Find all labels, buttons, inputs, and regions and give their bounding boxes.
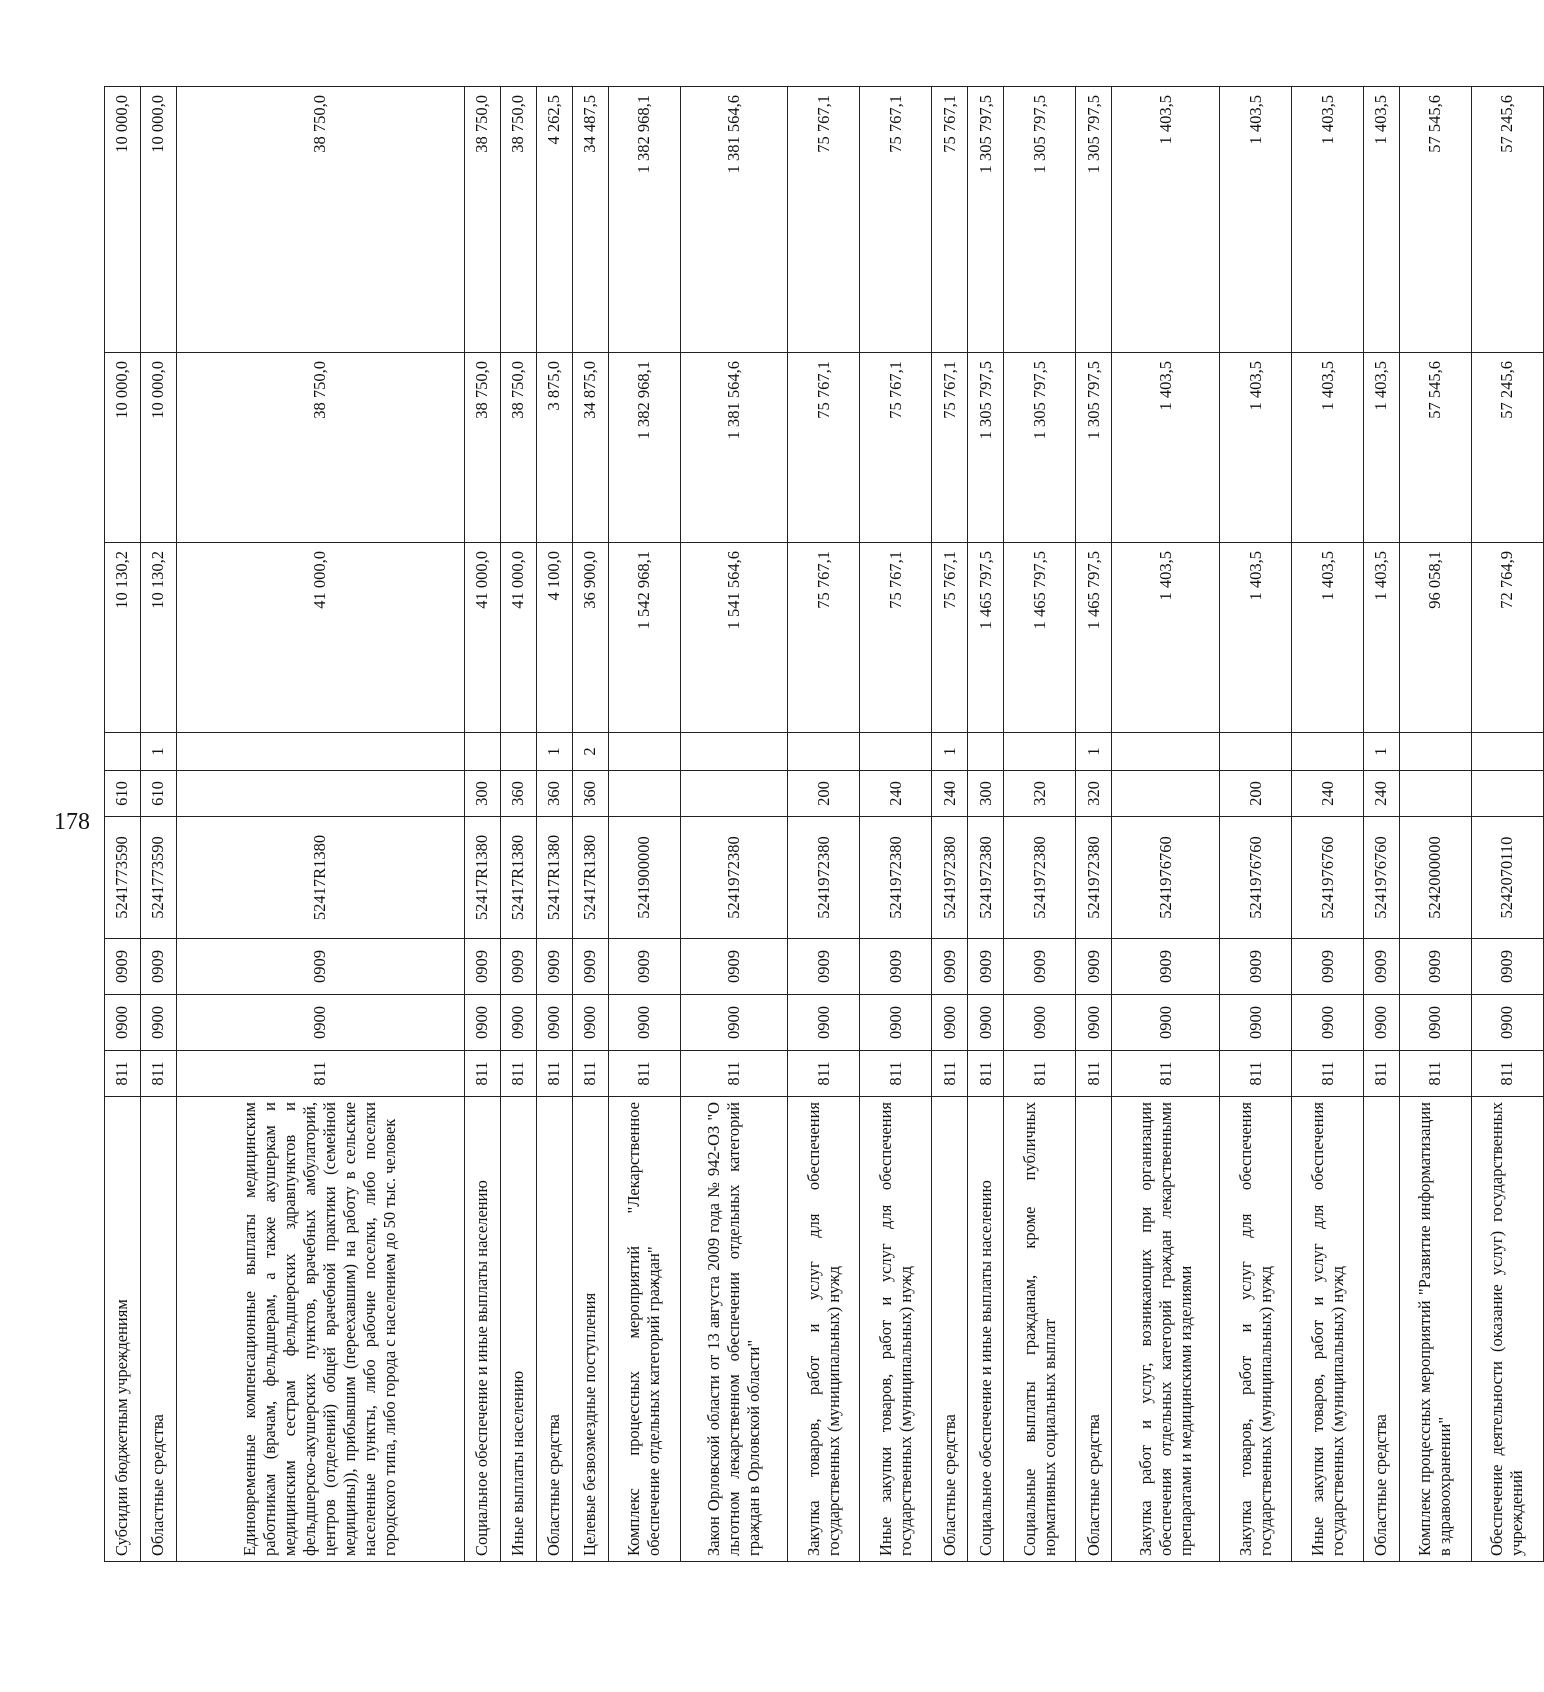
table-cell-grbs: 811	[1471, 1051, 1543, 1097]
table-row	[860, 87, 932, 1562]
table-cell-amount-1: 1 465 797,5	[1004, 543, 1076, 733]
table-cell-amount-3: 10 000,0	[140, 87, 176, 353]
table-cell-name: Социальное обеспечение и иные выплаты населению	[968, 1097, 1004, 1562]
table-cell-grbs: 811	[1364, 1051, 1400, 1097]
table-cell-expense-type: 320	[1076, 771, 1112, 817]
table-cell-name: Областные средства	[932, 1097, 968, 1562]
table-cell-subsection: 0909	[1004, 939, 1076, 995]
table-cell-amount-3: 38 750,0	[500, 87, 536, 353]
table-cell-section: 0900	[176, 995, 464, 1051]
table-cell-grbs: 811	[860, 1051, 932, 1097]
table-cell-amount-3: 38 750,0	[176, 87, 464, 353]
table-cell-name: Областные средства	[1076, 1097, 1112, 1562]
table-cell-target-article: 5241976760	[1364, 817, 1400, 939]
table-cell-source-code	[464, 733, 500, 771]
table-cell-target-article: 5241972380	[860, 817, 932, 939]
table-cell-amount-2: 34 875,0	[572, 353, 608, 543]
table-cell-source-code	[1004, 733, 1076, 771]
table-cell-section: 0900	[140, 995, 176, 1051]
table-row	[140, 87, 176, 1562]
table-cell-expense-type: 360	[536, 771, 572, 817]
table-row	[572, 87, 608, 1562]
table-cell-source-code: 1	[1076, 733, 1112, 771]
table-cell-section: 0900	[1004, 995, 1076, 1051]
table-cell-target-article: 52417R1380	[176, 817, 464, 939]
table-cell-amount-1: 72 764,9	[1471, 543, 1543, 733]
table-cell-source-code	[105, 733, 141, 771]
table-cell-name: Закупка товаров, работ и услуг для обеспечения государственных (муниципальных) нужд	[1220, 1097, 1292, 1562]
table-row	[1364, 87, 1400, 1562]
table-cell-expense-type	[176, 771, 464, 817]
table-cell-expense-type: 610	[140, 771, 176, 817]
table-cell-target-article: 5241972380	[1076, 817, 1112, 939]
table-row	[680, 87, 788, 1562]
table-cell-subsection: 0909	[1292, 939, 1364, 995]
table-cell-grbs: 811	[1220, 1051, 1292, 1097]
table-cell-amount-1: 1 403,5	[1292, 543, 1364, 733]
table-cell-amount-2: 1 381 564,6	[680, 353, 788, 543]
table-cell-amount-3: 57 545,6	[1399, 87, 1471, 353]
table-row	[500, 87, 536, 1562]
table-cell-source-code	[608, 733, 680, 771]
table-cell-grbs: 811	[140, 1051, 176, 1097]
table-cell-source-code	[1220, 733, 1292, 771]
table-cell-expense-type: 300	[464, 771, 500, 817]
table-cell-section: 0900	[680, 995, 788, 1051]
table-cell-source-code: 1	[536, 733, 572, 771]
table-cell-subsection: 0909	[788, 939, 860, 995]
table-cell-expense-type	[1112, 771, 1220, 817]
table-row	[1220, 87, 1292, 1562]
table-cell-section: 0900	[572, 995, 608, 1051]
table-cell-target-article: 5241972380	[1004, 817, 1076, 939]
table-cell-amount-1: 75 767,1	[788, 543, 860, 733]
table-cell-amount-1: 75 767,1	[932, 543, 968, 733]
table-cell-expense-type: 240	[1292, 771, 1364, 817]
table-cell-amount-2: 38 750,0	[464, 353, 500, 543]
table-cell-target-article: 5241972380	[932, 817, 968, 939]
table-cell-name: Комплекс процессных мероприятий "Лекарственное обеспечение отдельных категорий граждан"	[608, 1097, 680, 1562]
table-cell-source-code: 1	[140, 733, 176, 771]
table-cell-grbs: 811	[608, 1051, 680, 1097]
table-cell-section: 0900	[968, 995, 1004, 1051]
table-cell-name: Субсидии бюджетным учреждениям	[105, 1097, 141, 1562]
table-row	[788, 87, 860, 1562]
table-cell-grbs: 811	[105, 1051, 141, 1097]
table-cell-subsection: 0909	[1112, 939, 1220, 995]
table-cell-amount-3: 38 750,0	[464, 87, 500, 353]
table-cell-section: 0900	[1399, 995, 1471, 1051]
table-cell-amount-3: 75 767,1	[788, 87, 860, 353]
table-cell-name: Иные закупки товаров, работ и услуг для обеспечения государственных (муниципальных) нужд	[1292, 1097, 1364, 1562]
table-cell-expense-type	[1471, 771, 1543, 817]
table-cell-source-code	[1292, 733, 1364, 771]
table-cell-target-article: 5242000000	[1399, 817, 1471, 939]
table-cell-amount-3: 1 305 797,5	[968, 87, 1004, 353]
table-row	[608, 87, 680, 1562]
table-cell-amount-3: 1 382 968,1	[608, 87, 680, 353]
table-cell-target-article: 5242070110	[1471, 817, 1543, 939]
table-cell-name: Социальное обеспечение и иные выплаты населению	[464, 1097, 500, 1562]
table-cell-grbs: 811	[1292, 1051, 1364, 1097]
table-cell-subsection: 0909	[608, 939, 680, 995]
table-cell-expense-type: 200	[1220, 771, 1292, 817]
table-cell-section: 0900	[788, 995, 860, 1051]
table-cell-amount-2: 57 545,6	[1399, 353, 1471, 543]
table-cell-amount-2: 3 875,0	[536, 353, 572, 543]
table-cell-name: Социальные выплаты гражданам, кроме публичных нормативных социальных выплат	[1004, 1097, 1076, 1562]
table-cell-amount-2: 1 403,5	[1112, 353, 1220, 543]
table-cell-name: Областные средства	[140, 1097, 176, 1562]
table-cell-subsection: 0909	[1076, 939, 1112, 995]
table-cell-subsection: 0909	[1399, 939, 1471, 995]
table-cell-amount-1: 75 767,1	[860, 543, 932, 733]
table-cell-amount-1: 1 403,5	[1112, 543, 1220, 733]
table-cell-amount-2: 10 000,0	[105, 353, 141, 543]
page-number: 178	[54, 809, 90, 835]
table-cell-section: 0900	[536, 995, 572, 1051]
table-cell-section: 0900	[1364, 995, 1400, 1051]
table-cell-amount-3: 1 305 797,5	[1004, 87, 1076, 353]
table-cell-amount-1: 1 403,5	[1220, 543, 1292, 733]
table-cell-subsection: 0909	[968, 939, 1004, 995]
table-cell-amount-2: 1 403,5	[1220, 353, 1292, 543]
budget-table	[104, 86, 1544, 1562]
table-cell-source-code: 1	[1364, 733, 1400, 771]
table-cell-name: Иные закупки товаров, работ и услуг для обеспечения государственных (муниципальных) нужд	[860, 1097, 932, 1562]
table-cell-amount-2: 1 305 797,5	[1004, 353, 1076, 543]
table-cell-amount-1: 41 000,0	[500, 543, 536, 733]
table-cell-amount-2: 57 245,6	[1471, 353, 1543, 543]
table-cell-grbs: 811	[1399, 1051, 1471, 1097]
table-row	[932, 87, 968, 1562]
table-cell-amount-2: 1 403,5	[1364, 353, 1400, 543]
table-cell-source-code	[788, 733, 860, 771]
table-cell-grbs: 811	[788, 1051, 860, 1097]
table-cell-section: 0900	[1112, 995, 1220, 1051]
table-cell-name: Закупка товаров, работ и услуг для обеспечения государственных (муниципальных) нужд	[788, 1097, 860, 1562]
table-cell-target-article: 5241972380	[788, 817, 860, 939]
table-cell-target-article: 52417R1380	[464, 817, 500, 939]
table-cell-amount-3: 57 245,6	[1471, 87, 1543, 353]
table-cell-name: Комплекс процессных мероприятий "Развитие информатизации в здравоохранении"	[1399, 1097, 1471, 1562]
table-cell-expense-type: 360	[572, 771, 608, 817]
table-cell-amount-3: 1 403,5	[1220, 87, 1292, 353]
table-cell-section: 0900	[860, 995, 932, 1051]
table-cell-name: Целевые безвозмездные поступления	[572, 1097, 608, 1562]
table-cell-name: Обеспечение деятельности (оказание услуг) государственных учреждений	[1471, 1097, 1543, 1562]
table-cell-grbs: 811	[536, 1051, 572, 1097]
table-cell-amount-2: 1 305 797,5	[968, 353, 1004, 543]
table-cell-target-article: 5241976760	[1112, 817, 1220, 939]
table-cell-expense-type: 240	[1364, 771, 1400, 817]
table-cell-source-code	[500, 733, 536, 771]
table-cell-amount-1: 10 130,2	[105, 543, 141, 733]
table-cell-amount-1: 1 465 797,5	[1076, 543, 1112, 733]
table-cell-grbs: 811	[1076, 1051, 1112, 1097]
table-cell-amount-2: 1 305 797,5	[1076, 353, 1112, 543]
table-cell-subsection: 0909	[105, 939, 141, 995]
table-cell-subsection: 0909	[1220, 939, 1292, 995]
table-cell-expense-type	[1399, 771, 1471, 817]
table-row	[176, 87, 464, 1562]
table-cell-section: 0900	[608, 995, 680, 1051]
table-cell-amount-2: 75 767,1	[788, 353, 860, 543]
table-row	[1076, 87, 1112, 1562]
table-cell-amount-3: 1 305 797,5	[1076, 87, 1112, 353]
table-cell-source-code	[860, 733, 932, 771]
table-cell-source-code	[680, 733, 788, 771]
table-cell-expense-type: 200	[788, 771, 860, 817]
table-cell-amount-1: 1 541 564,6	[680, 543, 788, 733]
table-row	[1471, 87, 1543, 1562]
table-cell-section: 0900	[464, 995, 500, 1051]
table-cell-amount-3: 1 381 564,6	[680, 87, 788, 353]
table-cell-amount-3: 34 487,5	[572, 87, 608, 353]
table-cell-subsection: 0909	[176, 939, 464, 995]
table-cell-subsection: 0909	[140, 939, 176, 995]
table-cell-amount-1: 10 130,2	[140, 543, 176, 733]
table-cell-name: Закупка работ и услуг, возникающих при организации обеспечения отдельных категорий граждан лекарственными препаратами и медицинскими изделиями	[1112, 1097, 1220, 1562]
table-cell-name: Закон Орловской области от 13 августа 2009 года № 942-ОЗ "О льготном лекарственном обеспечении отдельных категорий граждан в Орловской области"	[680, 1097, 788, 1562]
table-cell-source-code	[176, 733, 464, 771]
table-cell-expense-type: 240	[860, 771, 932, 817]
table-cell-subsection: 0909	[932, 939, 968, 995]
table-cell-subsection: 0909	[500, 939, 536, 995]
table-cell-target-article: 5241972380	[680, 817, 788, 939]
table-cell-target-article: 5241976760	[1220, 817, 1292, 939]
table-cell-amount-2: 1 382 968,1	[608, 353, 680, 543]
table-cell-section: 0900	[500, 995, 536, 1051]
table-cell-expense-type: 360	[500, 771, 536, 817]
table-cell-name: Областные средства	[536, 1097, 572, 1562]
table-cell-expense-type	[680, 771, 788, 817]
table-cell-name: Областные средства	[1364, 1097, 1400, 1562]
table-cell-expense-type: 320	[1004, 771, 1076, 817]
table-row	[1112, 87, 1220, 1562]
table-cell-amount-1: 41 000,0	[464, 543, 500, 733]
table-cell-amount-3: 1 403,5	[1364, 87, 1400, 353]
table-cell-amount-3: 1 403,5	[1292, 87, 1364, 353]
table-cell-grbs: 811	[464, 1051, 500, 1097]
table-cell-grbs: 811	[968, 1051, 1004, 1097]
table-cell-source-code	[1399, 733, 1471, 771]
table-cell-amount-2: 38 750,0	[500, 353, 536, 543]
table-cell-grbs: 811	[500, 1051, 536, 1097]
table-cell-grbs: 811	[176, 1051, 464, 1097]
table-cell-source-code: 1	[932, 733, 968, 771]
table-cell-source-code	[1471, 733, 1543, 771]
table-cell-target-article: 5241773590	[140, 817, 176, 939]
table-cell-subsection: 0909	[536, 939, 572, 995]
table-row	[968, 87, 1004, 1562]
table-cell-expense-type: 300	[968, 771, 1004, 817]
table-row	[1004, 87, 1076, 1562]
table-cell-amount-1: 4 100,0	[536, 543, 572, 733]
table-cell-target-article: 5241773590	[105, 817, 141, 939]
table-cell-amount-1: 36 900,0	[572, 543, 608, 733]
table-cell-amount-1: 1 542 968,1	[608, 543, 680, 733]
table-cell-amount-2: 10 000,0	[140, 353, 176, 543]
table-cell-subsection: 0909	[464, 939, 500, 995]
table-cell-grbs: 811	[1004, 1051, 1076, 1097]
table-cell-source-code	[1112, 733, 1220, 771]
table-cell-amount-1: 1 403,5	[1364, 543, 1400, 733]
table-cell-amount-2: 38 750,0	[176, 353, 464, 543]
table-cell-grbs: 811	[572, 1051, 608, 1097]
table-cell-amount-2: 1 403,5	[1292, 353, 1364, 543]
table-row	[1399, 87, 1471, 1562]
table-cell-target-article: 52417R1380	[536, 817, 572, 939]
table-cell-target-article: 5241972380	[968, 817, 1004, 939]
table-cell-section: 0900	[1471, 995, 1543, 1051]
table-cell-amount-3: 75 767,1	[860, 87, 932, 353]
table-cell-amount-1: 41 000,0	[176, 543, 464, 733]
rotated-page	[104, 87, 1544, 1562]
table-cell-section: 0900	[932, 995, 968, 1051]
table-cell-amount-1: 96 058,1	[1399, 543, 1471, 733]
table-cell-subsection: 0909	[1364, 939, 1400, 995]
table-row	[105, 87, 141, 1562]
table-cell-target-article: 52417R1380	[572, 817, 608, 939]
table-cell-target-article: 52417R1380	[500, 817, 536, 939]
table-row	[536, 87, 572, 1562]
table-cell-expense-type: 240	[932, 771, 968, 817]
table-cell-amount-3: 10 000,0	[105, 87, 141, 353]
table-cell-section: 0900	[1292, 995, 1364, 1051]
table-cell-amount-1: 1 465 797,5	[968, 543, 1004, 733]
table-cell-amount-2: 75 767,1	[860, 353, 932, 543]
table-row	[464, 87, 500, 1562]
table-cell-subsection: 0909	[1471, 939, 1543, 995]
table-row	[1292, 87, 1364, 1562]
table-cell-name: Единовременные компенсационные выплаты медицинским работникам (врачам, фельдшерам, а также акушеркам и медицинским сестрам фельдшерских здравпунктов и фельдшерско-акушерских пунктов, врачебных амбулаторий, центров (отделений) общей врачебной практики (семейной медицины)), прибывшим (переехавшим) на работу в сельские населенные пункты, либо рабочие поселки, либо поселки городского типа, либо города с населением до 50 тыс. человек	[176, 1097, 464, 1562]
table-cell-amount-2: 75 767,1	[932, 353, 968, 543]
table-cell-subsection: 0909	[572, 939, 608, 995]
table-cell-expense-type: 610	[105, 771, 141, 817]
table-cell-section: 0900	[1220, 995, 1292, 1051]
table-cell-source-code	[968, 733, 1004, 771]
table-cell-source-code: 2	[572, 733, 608, 771]
table-cell-subsection: 0909	[680, 939, 788, 995]
table-cell-expense-type	[608, 771, 680, 817]
table-cell-target-article: 5241900000	[608, 817, 680, 939]
table-cell-name: Иные выплаты населению	[500, 1097, 536, 1562]
table-cell-amount-3: 4 262,5	[536, 87, 572, 353]
table-cell-target-article: 5241976760	[1292, 817, 1364, 939]
table-cell-amount-3: 75 767,1	[932, 87, 968, 353]
table-cell-section: 0900	[1076, 995, 1112, 1051]
table-cell-grbs: 811	[932, 1051, 968, 1097]
table-cell-grbs: 811	[680, 1051, 788, 1097]
table-cell-subsection: 0909	[860, 939, 932, 995]
table-cell-section: 0900	[105, 995, 141, 1051]
table-cell-amount-3: 1 403,5	[1112, 87, 1220, 353]
table-cell-grbs: 811	[1112, 1051, 1220, 1097]
